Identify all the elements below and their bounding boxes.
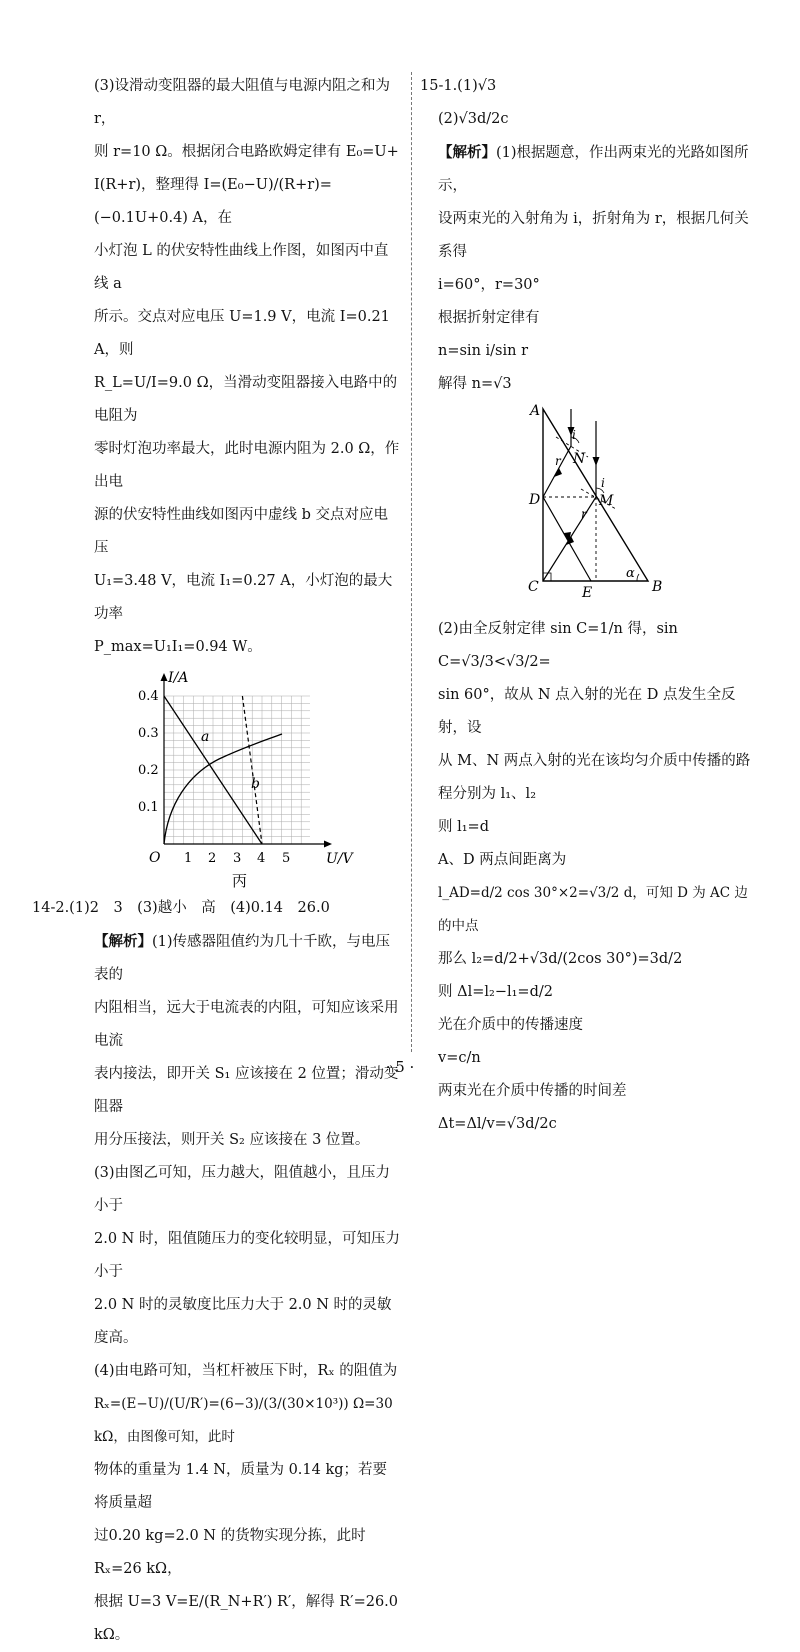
left-column [32, 70, 400, 1652]
q15-answer-2: (2)√3d/2c [438, 111, 509, 127]
line-b-label: b [251, 776, 260, 792]
label-c: C [528, 579, 539, 595]
origin-label: O [149, 850, 161, 866]
label-e: E [582, 585, 593, 601]
label-m: M [599, 493, 614, 509]
prism-diagram [438, 401, 753, 613]
page-number: · 5 · [385, 1058, 415, 1076]
q14-line-3: 表内接法，即开关 S₁ 应该接在 2 位置；滑动变阻器 [94, 1066, 399, 1115]
x-tick-1: 1 [184, 851, 193, 866]
q13-line-1: (3)设滑动变阻器的最大阻值与电源内阻之和为 r， [94, 78, 391, 127]
q15-line-b3: 从 M、N 两点入射的光在该均匀介质中传播的路 [438, 753, 751, 769]
y-tick-0.1: 0.1 [138, 800, 159, 815]
label-alpha: α [626, 566, 635, 581]
iv-graph [94, 664, 400, 892]
q14-line-11: 过0.20 kg=2.0 N 的货物实现分拣，此时 Rₓ=26 kΩ， [94, 1528, 366, 1577]
q14-line-4: 用分压接法，则开关 S₂ 应该接在 3 位置。 [94, 1132, 370, 1148]
q13-line-10: P_max=U₁I₁=0.94 W。 [94, 639, 262, 655]
q15-answer-1: 15-1.(1)√3 [420, 78, 497, 94]
graph-caption: 丙 [232, 872, 248, 890]
q14-line-9: Rₓ=(E−U)/(U/R′)=(6−3)/(3/(30×10³)) Ω=30 kΩ，由图像可知，此时 [94, 1396, 393, 1445]
q15-line-a5: n=sin i/sin r [438, 343, 528, 359]
q15-line-b13: Δt=Δl/v=√3d/2c [438, 1116, 557, 1132]
line-a-label: a [201, 729, 210, 745]
q15-line-b2: sin 60°，故从 N 点入射的光在 D 点发生全反射，设 [438, 687, 736, 736]
y-tick-0.4: 0.4 [138, 689, 159, 704]
label-b: B [652, 579, 663, 595]
label-i-m: i [601, 476, 605, 490]
q13-line-9: U₁=3.48 V，电流 I₁=0.27 A，小灯泡的最大功率 [94, 573, 393, 622]
q13-line-5: 所示。交点对应电压 U=1.9 V，电流 I=0.21 A，则 [94, 309, 390, 358]
q15-line-b1: (2)由全反射定律 sin C=1/n 得，sin C=√3/3<√3/2= [438, 621, 678, 670]
label-i-n: i [572, 428, 576, 442]
q15-line-a1: (1)根据题意，作出两束光的光路如图所示， [438, 145, 749, 194]
q14-line-8: (4)由电路可知，当杠杆被压下时，Rₓ 的阻值为 [94, 1363, 398, 1379]
q15-line-b12: 两束光在介质中传播的时间差 [438, 1083, 627, 1099]
q15-line-a6: 解得 n=√3 [438, 376, 512, 392]
y-tick-0.2: 0.2 [138, 763, 159, 778]
q15-line-b6: A、D 两点间距离为 [438, 852, 567, 868]
q14-line-7: 2.0 N 时的灵敏度比压力大于 2.0 N 时的灵敏度高。 [94, 1297, 392, 1346]
q14-line-10: 物体的重量为 1.4 N，质量为 0.14 kg；若要将质量超 [94, 1462, 388, 1511]
q14-answer: 14-2.(1)2 3 (3)越小 高 (4)0.14 26.0 [32, 900, 330, 916]
label-r-n: r [555, 454, 561, 468]
q14-line-12: 根据 U=3 V=E/(R_N+R′) R′，解得 R′=26.0 kΩ。 [94, 1594, 399, 1643]
q15-line-a4: 根据折射定律有 [438, 310, 540, 326]
label-a: A [530, 403, 541, 419]
q15-line-b7: l_AD=d/2 cos 30°×2=√3/2 d，可知 D 为 AC 边的中点 [438, 885, 748, 934]
x-axis-label: U/V [326, 851, 353, 867]
q15-line-b9: 则 Δl=l₂−l₁=d/2 [438, 984, 553, 1000]
q13-line-6: R_L=U/I=9.0 Ω，当滑动变阻器接入电路中的电阻为 [94, 375, 398, 424]
column-divider [411, 72, 412, 1052]
q15-line-b11: v=c/n [438, 1050, 481, 1066]
x-tick-3: 3 [233, 851, 242, 866]
label-n: N [573, 451, 586, 467]
q15-line-b5: 则 l₁=d [438, 819, 489, 835]
q13-line-2: 则 r=10 Ω。根据闭合电路欧姆定律有 E₀=U+ [94, 144, 399, 160]
q13-line-4: 小灯泡 L 的伏安特性曲线上作图，如图丙中直线 a [94, 243, 389, 292]
q14-line-2: 内阻相当，远大于电流表的内阻，可知应该采用电流 [94, 1000, 399, 1049]
label-r-m: r [581, 507, 587, 521]
q13-line-7: 零时灯泡功率最大，此时电源内阻为 2.0 Ω，作出电 [94, 441, 400, 490]
x-tick-5: 5 [282, 851, 291, 866]
q13-line-3: I(R+r)，整理得 I=(E₀−U)/(R+r)=(−0.1U+0.4) A，在 [94, 177, 332, 226]
q15-line-a2: 设两束光的入射角为 i，折射角为 r，根据几何关系得 [438, 211, 749, 260]
x-tick-4: 4 [257, 851, 266, 866]
right-column [420, 70, 753, 1141]
q15-line-b10: 光在介质中的传播速度 [438, 1017, 583, 1033]
q14-line-1: (1)传感器阻值约为几十千欧，与电压表的 [94, 934, 391, 983]
y-tick-0.3: 0.3 [138, 726, 159, 741]
y-axis-label: I/A [168, 670, 189, 686]
q14-line-5: (3)由图乙可知，压力越大，阻值越小，且压力小于 [94, 1165, 391, 1214]
q14-line-6: 2.0 N 时，阻值随压力的变化较明显，可知压力小于 [94, 1231, 400, 1280]
q13-line-8: 源的伏安特性曲线如图丙中虚线 b 交点对应电压 [94, 507, 388, 556]
q14-tag: 【解析】 [94, 933, 152, 950]
q15-tag: 【解析】 [438, 144, 496, 161]
q15-line-b8: 那么 l₂=d/2+√3d/(2cos 30°)=3d/2 [438, 951, 683, 967]
label-d: D [529, 492, 541, 508]
x-tick-2: 2 [208, 851, 217, 866]
q15-line-b4: 程分别为 l₁、l₂ [438, 786, 537, 802]
q15-line-a3: i=60°，r=30° [438, 277, 540, 293]
